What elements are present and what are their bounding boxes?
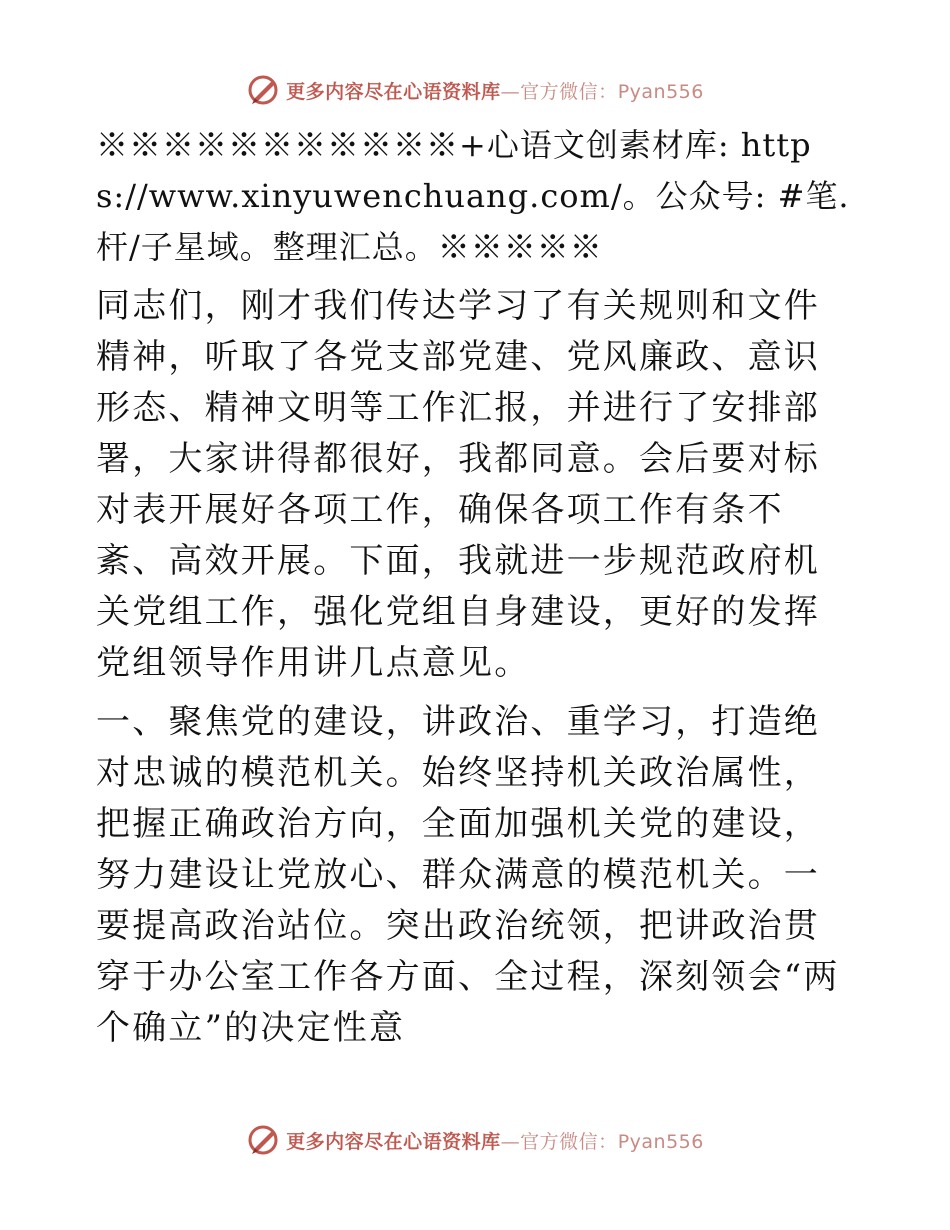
footer-watermark-middle: 官方微信： — [520, 1130, 618, 1153]
header-watermark-prefix: 更多内容尽在心语资料库 — [286, 80, 501, 103]
header-watermark — [0, 70, 950, 110]
header-watermark-inner — [246, 73, 704, 107]
paragraph-source-notice: ※※※※※※※※※※※+心语文创素材库: https://www.xinyuwenchuang.com/。公众号: #笔.杆/子星域。整理汇总。※※※※※ — [96, 126, 850, 266]
footer-watermark — [0, 1120, 950, 1160]
header-watermark-handle: Pyan556 — [617, 80, 704, 103]
header-watermark-middle: 官方微信： — [520, 80, 618, 103]
paragraph-opening: 同志们，刚才我们传达学习了有关规则和文件精神，听取了各党支部党建、党风廉政、意识形态、精神文明等工作汇报，并进行了安排部署，大家讲得都很好，我都同意。会后要对标对表开展好各项工作，确保各项工作有条不紊、高效开展。下面，我就进一步规范政府机关党组工作，强化党组自身建设，更好的发挥党组领导作用讲几点意见。 — [96, 286, 820, 683]
footer-watermark-inner — [246, 1123, 704, 1157]
footer-watermark-handle: Pyan556 — [617, 1130, 704, 1153]
footer-watermark-text — [286, 1127, 704, 1154]
header-watermark-text — [286, 77, 704, 104]
footer-watermark-prefix: 更多内容尽在心语资料库 — [286, 1130, 501, 1153]
header-watermark-dash: — — [500, 80, 521, 103]
footer-watermark-dash: — — [500, 1130, 521, 1153]
paragraph-section-one: 一、聚焦党的建设，讲政治、重学习，打造绝对忠诚的模范机关。始终坚持机关政治属性，把握正确政治方向，全面加强机关党的建设，努力建设让党放心、群众满意的模范机关。一要提高政治站位。突出政治统领，把讲政治贯穿于办公室工作各方面、全过程，深刻领会“两个确立”的决定性意 — [96, 702, 840, 1048]
pen-logo-icon — [246, 1123, 280, 1157]
document-body — [96, 120, 856, 1062]
pen-logo-icon — [246, 73, 280, 107]
